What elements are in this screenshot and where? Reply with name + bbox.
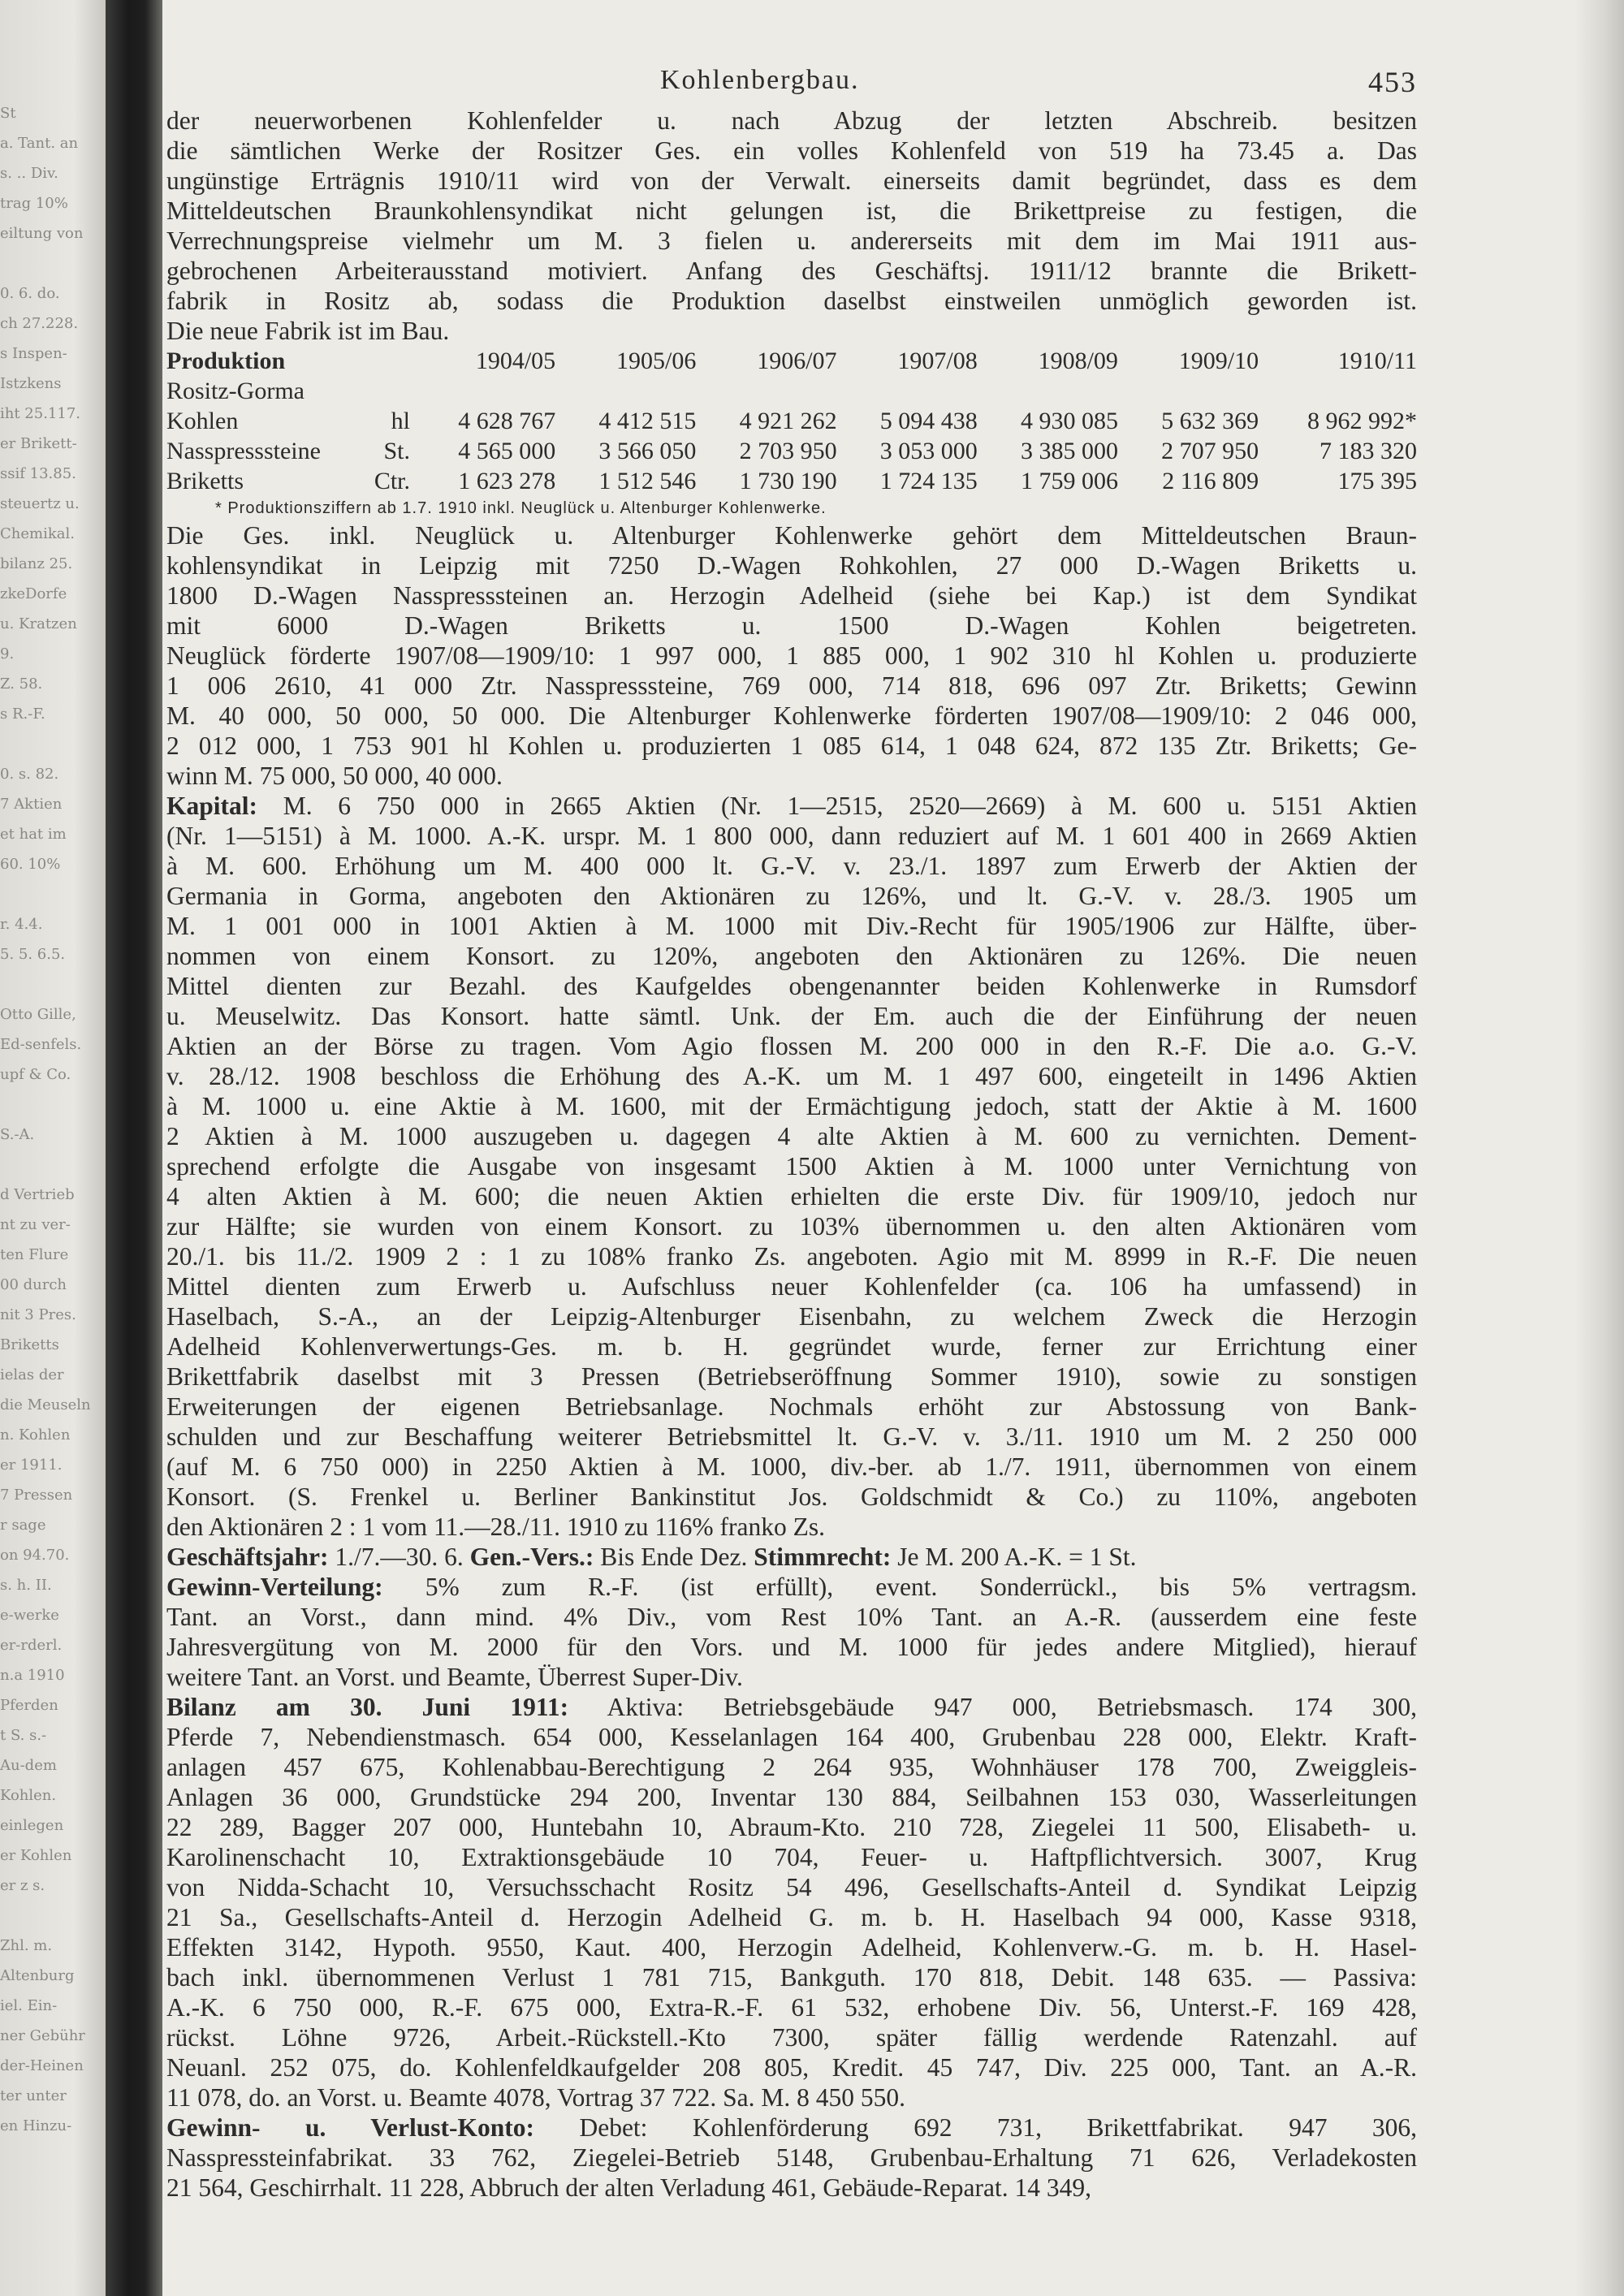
text-line — [166, 1722, 1417, 1752]
text-line — [166, 971, 1417, 1001]
adjacent-page-fragment: r. 4.4. — [0, 917, 43, 933]
row-label: Briketts — [166, 468, 244, 494]
text-line — [166, 1091, 1417, 1121]
text-line — [166, 226, 1417, 256]
line-text: A.-K. 6 750 000, R.-F. 675 000, Extra-R.-F. 61 532, erhobene Div. 56, Unterst.-F. 169 428, — [166, 1993, 1417, 2022]
adjacent-page-fragment: upf & Co. — [0, 1067, 71, 1083]
line-text: Brikettfabrik daselbst mit 3 Pressen (Betriebseröffnung Sommer 1910), sowie zu sonstigen — [166, 1362, 1417, 1391]
text-line — [166, 1362, 1417, 1392]
line-text: Effekten 3142, Hypoth. 9550, Kaut. 400, Herzogin Adelheid, Kohlenverw.-G. m. b. H. Hasel- — [166, 1933, 1417, 1962]
line-text: Neuglück förderte 1907/08—1909/10: 1 997 000, 1 885 000, 1 902 310 hl Kohlen u. produzierte — [166, 641, 1417, 670]
text-line — [166, 701, 1417, 731]
adjacent-page-fragment: ssif 13.85. — [0, 466, 76, 482]
adjacent-page-fragment: Briketts — [0, 1337, 59, 1353]
adjacent-page-fragment: 0. s. 82. — [0, 766, 59, 783]
adjacent-page-fragment: 5. 5. 6.5. — [0, 947, 66, 963]
adjacent-page-fragment: 7 Aktien — [0, 796, 63, 813]
text-line — [166, 2052, 1417, 2082]
line-text: Haselbach, S.-A., an der Leipzig-Altenburger Eisenbahn, zu welchem Zweck die Herzogin — [166, 1302, 1417, 1331]
line-text: Mittel dienten zur Bezahl. des Kaufgeldes obengenannter beiden Kohlenwerke in Rumsdorf — [166, 972, 1417, 1000]
text-line — [166, 1932, 1417, 1962]
adjacent-page-fragment: ter unter — [0, 2088, 67, 2104]
line-text: Pferde 7, Nebendienstmasch. 654 000, Kesselanlagen 164 400, Grubenbau 228 000, Elektr. Kraft- — [166, 1723, 1417, 1751]
adjacent-page-fragment: trag 10% — [0, 196, 68, 212]
text-line — [166, 196, 1417, 226]
text-line — [166, 136, 1417, 166]
table-cell: 4 412 515 — [598, 408, 697, 434]
line-text: Tant. an Vorst., dann mind. 4% Div., vom Rest 10% Tant. an A.-R. (ausserdem eine feste — [166, 1603, 1417, 1631]
line-text: M. 40 000, 50 000, 50 000. Die Altenburger Kohlenwerke förderten 1907/08—1909/10: 2 046 000, — [166, 701, 1417, 730]
text-line — [166, 1782, 1417, 1812]
adjacent-page-fragment: 0. 6. do. — [0, 286, 60, 302]
table-cell: 5 632 369 — [1161, 408, 1259, 434]
table-cell: 4 628 767 — [458, 408, 556, 434]
line-text: 2 012 000, 1 753 901 hl Kohlen u. produzierten 1 085 614, 1 048 624, 872 135 Ztr. Briketts; Ge- — [166, 732, 1417, 760]
line-text: Verrechnungspreise vielmehr um M. 3 fielen u. andererseits mit dem im Mai 1911 aus- — [166, 227, 1417, 255]
gen-vers-value: Bis Ende Dez. — [600, 1543, 748, 1571]
adjacent-page-fragment: Z. 58. — [0, 676, 43, 693]
paragraph-geschaeftsjahr — [166, 1542, 1417, 1572]
line-text: M. 1 001 000 in 1001 Aktien à M. 1000 mit Div.-Recht für 1905/1906 zur Hälfte, über- — [166, 912, 1417, 940]
line-text: Adelheid Kohlenverwertungs-Ges. m. b. H. gegründet wurde, ferner zur Errichtung einer — [166, 1332, 1417, 1361]
adjacent-page-fragment: a. Tant. an — [0, 136, 79, 152]
adjacent-page-fragment: 9. — [0, 646, 15, 662]
line-text: 1 006 2610, 41 000 Ztr. Nasspresssteine, 769 000, 714 818, 696 097 Ztr. Briketts; Gewinn — [166, 671, 1417, 700]
line-text: rückst. Löhne 9726, Arbeit.-Rückstell.-Kto 7300, später fällig werdende Ratenzahl. auf — [166, 2023, 1417, 2052]
running-title: Kohlenbergbau. — [660, 65, 860, 95]
text-line — [166, 1872, 1417, 1902]
adjacent-page-fragment: iht 25.117. — [0, 406, 81, 422]
table-cell: 2 116 809 — [1162, 468, 1259, 494]
production-footnote: * Produktionsziffern ab 1.7. 1910 inkl. Neuglück u. Altenburger Kohlenwerke. — [215, 499, 827, 517]
year-cell: 1906/07 — [757, 347, 837, 374]
line-text: Anlagen 36 000, Grundstücke 294 200, Inventar 130 884, Seilbahnen 153 030, Wasserleitungen — [166, 1783, 1417, 1811]
adjacent-page-fragment: Au-dem — [0, 1758, 57, 1774]
paragraph-gewinn — [166, 1572, 1417, 1692]
text-line — [166, 1572, 1417, 1602]
line-text: ungünstige Erträgnis 1910/11 wird von der Verwalt. einerseits damit begründet, dass es dem — [166, 166, 1417, 195]
table-cell: 1 730 190 — [739, 468, 837, 494]
adjacent-page-fragment: d Vertrieb — [0, 1187, 75, 1203]
text-line — [166, 761, 1417, 791]
table-row — [166, 406, 1417, 436]
adjacent-page-fragment: et hat im — [0, 826, 67, 843]
line-text: 22 289, Bagger 207 000, Huntebahn 10, Abraum-Kto. 210 728, Ziegelei 11 500, Elisabeth- u. — [166, 1813, 1417, 1841]
line-text: kohlensyndikat in Leipzig mit 7250 D.-Wagen Rohkohlen, 27 000 D.-Wagen Briketts u. — [166, 551, 1417, 580]
geschaeftsjahr-value: 1./7.—30. 6. — [335, 1543, 464, 1571]
table-cell: 7 183 320 — [1320, 438, 1417, 464]
text-line — [166, 2113, 1417, 2143]
line-text: anlagen 457 675, Kohlenabbau-Berechtigung 2 264 935, Wohnhäuser 178 700, Zweiggleis- — [166, 1753, 1417, 1781]
text-line — [166, 1452, 1417, 1482]
table-cell: 3 053 000 — [879, 438, 978, 464]
line-text: à M. 600. Erhöhung um M. 400 000 lt. G.-V. v. 23./1. 1897 zum Erwerb der Aktien der — [166, 852, 1417, 880]
adjacent-page-fragment: zkeDorfe — [0, 586, 67, 602]
adjacent-page-fragment: er Kohlen — [0, 1848, 72, 1864]
line-text: Mittel dienten zum Erwerb u. Aufschluss neuer Kohlenfelder (ca. 106 ha umfassend) in — [166, 1272, 1417, 1301]
line-text: 20./1. bis 11./2. 1909 2 : 1 zu 108% franko Zs. angeboten. Agio mit M. 8999 in R.-F. Die neuen — [166, 1242, 1417, 1271]
text-line — [166, 1061, 1417, 1091]
year-cell: 1908/09 — [1038, 347, 1118, 374]
text-line — [166, 520, 1417, 550]
adjacent-page-fragment: s R.-F. — [0, 706, 45, 723]
adjacent-page-fragment: 00 durch — [0, 1277, 67, 1293]
text-line — [166, 1662, 1417, 1692]
text-line — [166, 1812, 1417, 1842]
document-page — [166, 57, 1417, 2203]
table-row — [166, 466, 1417, 496]
production-subheading-row — [166, 376, 1417, 406]
line-text: Neuanl. 252 075, do. Kohlenfeldkaufgelder 208 805, Kredit. 45 747, Div. 225 000, Tant. an A.-R. — [166, 2053, 1417, 2082]
text-line — [166, 316, 1417, 346]
table-cell: 2 703 950 — [739, 438, 837, 464]
geschaeftsjahr-heading: Geschäftsjahr: — [166, 1543, 329, 1571]
text-line — [166, 1992, 1417, 2022]
text-line — [166, 1902, 1417, 1932]
section-heading: Bilanz am 30. Juni 1911: — [166, 1693, 569, 1721]
adjacent-page-fragment: S.-A. — [0, 1127, 35, 1143]
line-text: zur Hälfte; sie wurden von einem Konsort. zu 103% übernommen u. den alten Aktionären vom — [166, 1212, 1417, 1241]
production-table — [166, 346, 1417, 496]
paragraph-kapital — [166, 791, 1417, 1542]
line-text: nommen von einem Konsort. zu 120%, angeboten den Aktionären zu 126%. Die neuen — [166, 942, 1417, 970]
line-text: Konsort. (S. Frenkel u. Berliner Bankinstitut Jos. Goldschmidt & Co.) zu 110%, angeboten — [166, 1482, 1417, 1511]
text-line — [166, 166, 1417, 196]
line-text: Nasspressteinfabrikat. 33 762, Ziegelei-Betrieb 5148, Grubenbau-Erhaltung 71 626, Verladekosten — [166, 2143, 1417, 2172]
production-label: Produktion — [166, 347, 286, 374]
row-label: Kohlen — [166, 408, 239, 434]
line-text: Erweiterungen der eigenen Betriebsanlage. Nochmals erhöht zur Abstossung von Bank- — [166, 1392, 1417, 1421]
adjacent-page-fragment: iel. Ein- — [0, 1998, 58, 2014]
text-line — [166, 881, 1417, 911]
table-cell: 1 623 278 — [458, 468, 556, 494]
text-line — [166, 106, 1417, 136]
adjacent-page-fragment: 7 Pressen — [0, 1487, 73, 1504]
adjacent-page-fragment: die Meuseln — [0, 1397, 91, 1413]
text-line — [166, 1031, 1417, 1061]
line-text: Aktien an der Börse zu tragen. Vom Agio flossen M. 200 000 in den R.-F. Die a.o. G.-V. — [166, 1032, 1417, 1060]
book-gutter — [106, 0, 162, 2296]
line-text: (auf M. 6 750 000) in 2250 Aktien à M. 1000, div.-ber. ab 1./7. 1911, übernommen von einem — [166, 1452, 1417, 1481]
row-unit: Ctr. — [374, 468, 410, 494]
adjacent-page-fragment: er z s. — [0, 1878, 45, 1894]
table-cell: 2 707 950 — [1161, 438, 1259, 464]
line-text: die sämtlichen Werke der Rositzer Ges. ein volles Kohlenfeld von 519 ha 73.45 a. Das — [166, 136, 1417, 165]
table-row — [166, 436, 1417, 466]
year-cell: 1907/08 — [897, 347, 978, 374]
table-cell: 8 962 992* — [1307, 408, 1417, 434]
adjacent-page-fragment: St — [0, 106, 16, 122]
text-line — [166, 1962, 1417, 1992]
line-text: mit 6000 D.-Wagen Briketts u. 1500 D.-Wagen Kohlen beigetreten. — [166, 611, 1417, 640]
line-text: 2 Aktien à M. 1000 auszugeben u. dagegen 4 alte Aktien à M. 600 zu vernichten. Dement- — [166, 1122, 1417, 1150]
line-text: u. Meuselwitz. Das Konsort. hatte sämtl. Unk. der Em. auch die der Einführung der neuen — [166, 1002, 1417, 1030]
adjacent-page-fragment: n.a 1910 — [0, 1668, 65, 1684]
text-line — [166, 1752, 1417, 1782]
text-line — [166, 1001, 1417, 1031]
adjacent-page-fragment: s Inspen- — [0, 346, 67, 362]
adjacent-page-fragment: bilanz 25. — [0, 556, 73, 572]
table-cell: 1 512 546 — [598, 468, 697, 494]
line-text: 11 078, do. an Vorst. u. Beamte 4078, Vortrag 37 722. Sa. M. 8 450 550. — [166, 2083, 905, 2112]
adjacent-page-fragment: Pferden — [0, 1698, 58, 1714]
line-text: 21 564, Geschirrhalt. 11 228, Abbruch der alten Verladung 461, Gebäude-Reparat. 14 349, — [166, 2173, 1091, 2202]
gen-vers-heading: Gen.-Vers.: — [469, 1543, 594, 1571]
adjacent-page-fragment: er-rderl. — [0, 1638, 63, 1654]
text-line — [166, 2143, 1417, 2173]
text-line — [166, 1301, 1417, 1331]
adjacent-page-fragment: u. Kratzen — [0, 616, 77, 632]
line-text: Die Ges. inkl. Neuglück u. Altenburger Kohlenwerke gehört dem Mitteldeutschen Braun- — [166, 521, 1417, 550]
line-text: Jahresvergütung von M. 2000 für den Vors. und M. 1000 für jedes andere Mitglied), hierauf — [166, 1633, 1417, 1661]
adjacent-page-fragment: Zhl. m. — [0, 1938, 53, 1954]
adjacent-page-fragment: einlegen — [0, 1818, 64, 1834]
text-line — [166, 256, 1417, 286]
table-cell: 3 385 000 — [1020, 438, 1118, 464]
text-line — [166, 1512, 1417, 1542]
line-text: 5% zum R.-F. (ist erfüllt), event. Sonderrückl., bis 5% vertragsm. — [425, 1573, 1417, 1601]
main-text — [166, 106, 1417, 2203]
year-cell: 1904/05 — [475, 347, 556, 374]
row-label: Nasspresssteine — [166, 438, 321, 464]
text-line — [166, 2022, 1417, 2052]
table-cell: 1 759 006 — [1020, 468, 1118, 494]
line-text: Germania in Gorma, angeboten den Aktionären zu 126%, und lt. G.-V. v. 28./3. 1905 um — [166, 882, 1417, 910]
adjacent-page-fragment: Kohlen. — [0, 1788, 57, 1804]
adjacent-page-fragment: t S. s.- — [0, 1728, 47, 1744]
adjacent-page-fragment: nt zu ver- — [0, 1217, 71, 1233]
page-number: 453 — [1368, 66, 1417, 98]
adjacent-page-fragment: Chemikal. — [0, 526, 75, 542]
line-text: Mitteldeutschen Braunkohlensyndikat nicht gelungen ist, die Brikettpreise zu festigen, die — [166, 196, 1417, 225]
adjacent-page-fragment: ch 27.228. — [0, 316, 79, 332]
text-line — [166, 671, 1417, 701]
text-line — [166, 1121, 1417, 1151]
line-text: (Nr. 1—5151) à M. 1000. A.-K. urspr. M. 1 800 000, dann reduziert auf M. 1 601 400 in 2669 Aktien — [166, 822, 1417, 850]
line-text: bach inkl. übernommenen Verlust 1 781 715, Bankguth. 170 818, Debit. 148 635. — Passiva: — [166, 1963, 1417, 1992]
adjacent-page-edge — [0, 0, 106, 2296]
line-text: der neuerworbenen Kohlenfelder u. nach Abzug der letzten Abschreib. besitzen — [166, 106, 1417, 135]
adjacent-page-fragment: Istzkens — [0, 376, 62, 392]
adjacent-page-fragment: on 94.70. — [0, 1547, 70, 1564]
page-edge-shadow — [1575, 0, 1624, 2296]
adjacent-page-fragment: ielas der — [0, 1367, 64, 1383]
adjacent-page-fragment: e-werke — [0, 1608, 59, 1624]
year-cell: 1909/10 — [1178, 347, 1259, 374]
text-line — [166, 286, 1417, 316]
adjacent-page-fragment: Ed-senfels. — [0, 1037, 82, 1053]
line-text: 4 alten Aktien à M. 600; die neuen Aktien erhielten die erste Div. für 1909/10, jedoch nur — [166, 1182, 1417, 1211]
text-line — [166, 1392, 1417, 1422]
table-cell: 4 565 000 — [458, 438, 556, 464]
production-subheading: Rositz-Gorma — [166, 378, 304, 404]
text-line — [166, 1151, 1417, 1181]
text-line — [166, 1211, 1417, 1241]
text-line — [166, 2173, 1417, 2203]
adjacent-page-fragment: er Brikett- — [0, 436, 77, 452]
line-text: Debet: Kohlenförderung 692 731, Brikettfabrikat. 947 306, — [579, 2113, 1417, 2142]
paragraph-bilanz — [166, 1692, 1417, 2113]
adjacent-page-fragment: Altenburg — [0, 1968, 75, 1984]
adjacent-page-fragment: r sage — [0, 1517, 46, 1534]
stimmrecht-heading: Stimmrecht: — [754, 1543, 892, 1571]
line-text: M. 6 750 000 in 2665 Aktien (Nr. 1—2515, 2520—2669) à M. 600 u. 5151 Aktien — [283, 792, 1417, 820]
section-heading: Gewinn- u. Verlust-Konto: — [166, 2113, 535, 2142]
line-text: weitere Tant. an Vorst. und Beamte, Überrest Super-Div. — [166, 1663, 743, 1691]
adjacent-page-fragment: er 1911. — [0, 1457, 63, 1474]
text-line — [166, 1181, 1417, 1211]
paragraph-syndikat — [166, 520, 1417, 791]
line-text: von Nidda-Schacht 10, Versuchsschacht Rositz 54 496, Gesellschafts-Anteil d. Syndikat Leipzig — [166, 1873, 1417, 1901]
line-text: Aktiva: Betriebsgebäude 947 000, Betriebsmasch. 174 300, — [607, 1693, 1417, 1721]
table-cell: 4 921 262 — [739, 408, 837, 434]
text-line — [166, 731, 1417, 761]
text-line — [166, 1241, 1417, 1271]
text-line — [166, 1422, 1417, 1452]
text-line — [166, 941, 1417, 971]
table-cell: 5 094 438 — [879, 408, 978, 434]
stimmrecht-value: Je M. 200 A.-K. = 1 St. — [897, 1543, 1137, 1571]
row-unit: hl — [391, 408, 410, 434]
adjacent-page-fragment: s. h. II. — [0, 1577, 52, 1594]
year-cell: 1905/06 — [616, 347, 697, 374]
adjacent-page-fragment: en Hinzu- — [0, 2118, 72, 2134]
adjacent-page-fragment: der-Heinen — [0, 2058, 84, 2074]
line-text: fabrik in Rositz ab, sodass die Produktion daselbst einstweilen unmöglich geworden ist. — [166, 287, 1417, 315]
line-text: v. 28./12. 1908 beschloss die Erhöhung des A.-K. um M. 1 497 600, eingeteilt in 1496 Aktien — [166, 1062, 1417, 1090]
text-line — [166, 1331, 1417, 1362]
text-line — [166, 791, 1417, 821]
paragraph-guv — [166, 2113, 1417, 2203]
line-text: schulden und zur Beschaffung weiterer Betriebsmittel lt. G.-V. v. 3./11. 1910 um M. 2 250 000 — [166, 1422, 1417, 1451]
text-line — [166, 2082, 1417, 2113]
line-text: Die neue Fabrik ist im Bau. — [166, 317, 450, 345]
adjacent-page-fragment: ten Flure — [0, 1247, 69, 1263]
text-line — [166, 550, 1417, 580]
line-text: sprechend erfolgte die Ausgabe von insgesamt 1500 Aktien à M. 1000 unter Vernichtung von — [166, 1152, 1417, 1180]
adjacent-page-fragment: s. .. Div. — [0, 166, 58, 182]
text-line — [166, 821, 1417, 851]
adjacent-page-fragment: 60. 10% — [0, 857, 61, 873]
table-cell: 1 724 135 — [879, 468, 978, 494]
text-line — [166, 1632, 1417, 1662]
text-line — [166, 1692, 1417, 1722]
text-line — [166, 851, 1417, 881]
line-text: à M. 1000 u. eine Aktie à M. 1600, mit der Ermächtigung jedoch, statt der Aktie à M. 1600 — [166, 1092, 1417, 1120]
adjacent-page-fragment: n. Kohlen — [0, 1427, 71, 1444]
line-text: winn M. 75 000, 50 000, 40 000. — [166, 762, 503, 790]
line-text: 1800 D.-Wagen Nasspresssteinen an. Herzogin Adelheid (siehe bei Kap.) ist dem Syndikat — [166, 581, 1417, 610]
adjacent-page-fragment: eiltung von — [0, 226, 84, 242]
section-heading: Gewinn-Verteilung: — [166, 1573, 383, 1601]
paragraph-intro — [166, 106, 1417, 346]
adjacent-page-fragment: nit 3 Pres. — [0, 1307, 76, 1323]
text-line — [166, 611, 1417, 641]
text-line — [166, 1602, 1417, 1632]
row-unit: St. — [383, 438, 410, 464]
adjacent-page-fragment: steuertz u. — [0, 496, 80, 512]
text-line — [166, 1271, 1417, 1301]
adjacent-page-fragment: ner Gebühr — [0, 2028, 85, 2044]
table-cell: 3 566 050 — [598, 438, 697, 464]
page-header — [166, 57, 1417, 106]
adjacent-page-fragment: Otto Gille, — [0, 1007, 76, 1023]
text-line — [166, 911, 1417, 941]
text-line — [166, 1842, 1417, 1872]
production-header-row — [166, 346, 1417, 376]
line-text: den Aktionären 2 : 1 vom 11.—28./11. 1910 zu 116% franko Zs. — [166, 1513, 826, 1541]
text-line — [166, 641, 1417, 671]
table-cell: 4 930 085 — [1020, 408, 1118, 434]
text-line — [166, 1482, 1417, 1512]
year-cell: 1910/11 — [1337, 347, 1417, 374]
text-line — [166, 580, 1417, 611]
line-text: Karolinenschacht 10, Extraktionsgebäude 10 704, Feuer- u. Haftpflichtversich. 3007, Krug — [166, 1843, 1417, 1871]
line-text: gebrochenen Arbeiterausstand motiviert. Anfang des Geschäftsj. 1911/12 brannte die Brikett- — [166, 257, 1417, 285]
section-heading: Kapital: — [166, 792, 258, 820]
table-cell: 175 395 — [1337, 468, 1417, 494]
line-text: 21 Sa., Gesellschafts-Anteil d. Herzogin Adelheid G. m. b. H. Haselbach 94 000, Kasse 9318, — [166, 1903, 1417, 1931]
